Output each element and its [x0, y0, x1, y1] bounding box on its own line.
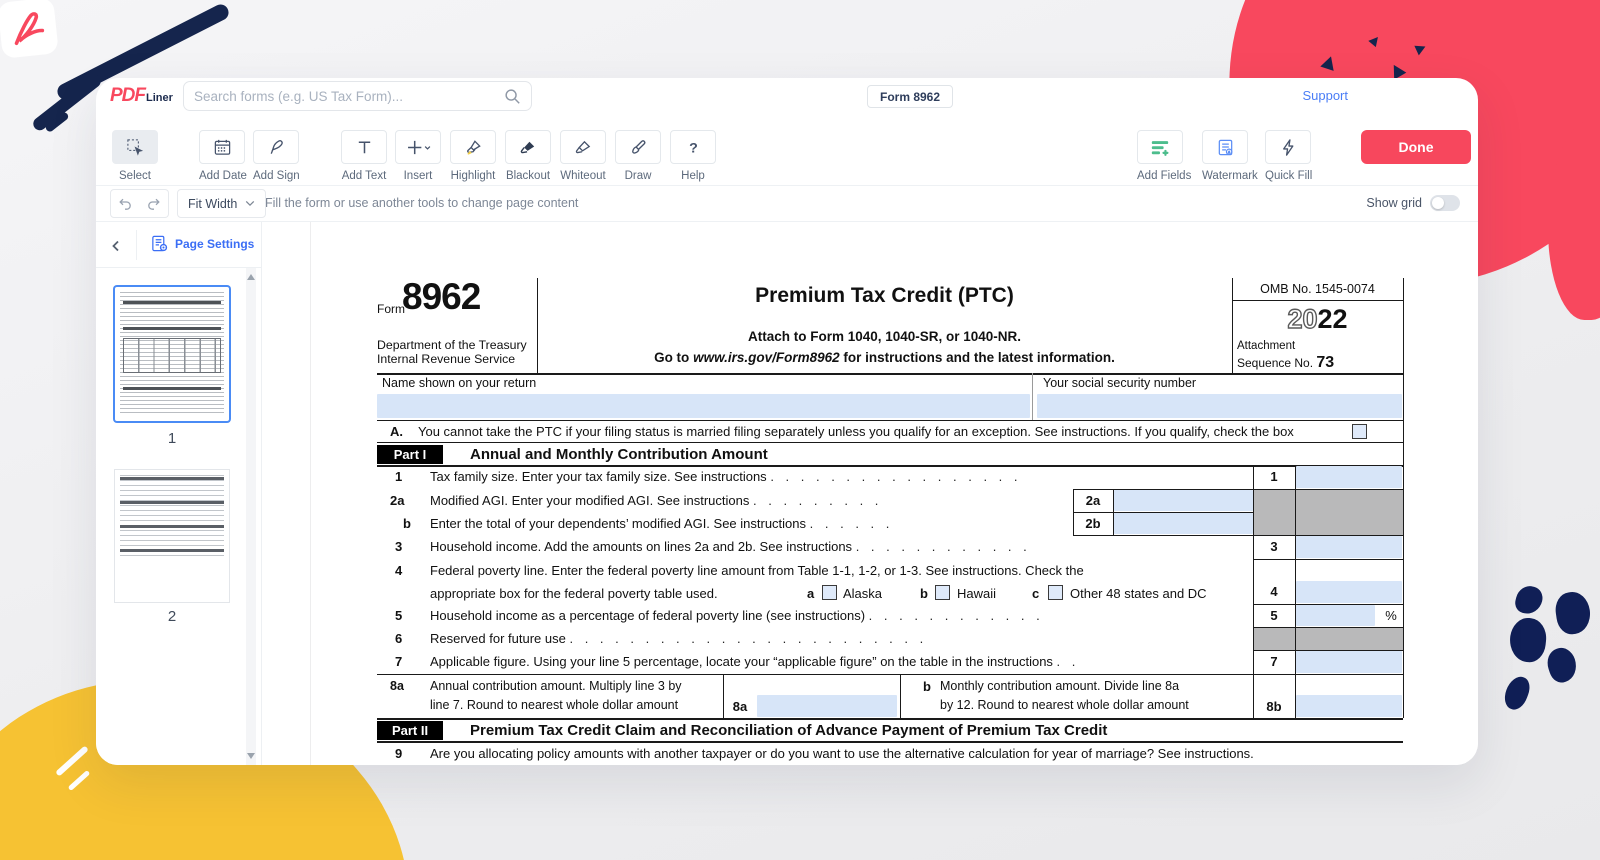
support-link[interactable]: Support — [1302, 88, 1348, 103]
form-rule — [377, 373, 1403, 375]
page1-number: 1 — [167, 430, 177, 447]
line5-text: Household income as a percentage of federal poverty line (see instructions) . . . . . . . . . . . . — [430, 608, 1042, 623]
dept-line2: Internal Revenue Service — [377, 352, 516, 366]
alaska-checkbox[interactable] — [822, 585, 837, 600]
add-fields-icon — [1150, 138, 1170, 157]
show-grid-toggle[interactable] — [1430, 195, 1460, 211]
zoom-mode-select[interactable]: Fit Width — [177, 189, 266, 218]
tax-year: 2022 — [1287, 304, 1348, 334]
line1-text: Tax family size. Enter your tax family size. See instructions . . . . . . . . . . . . . . . . . — [430, 469, 1020, 484]
toggle-knob — [1432, 197, 1444, 209]
line2a-text: Modified AGI. Enter your modified AGI. See instructions . . . . . . . . . — [430, 493, 881, 508]
line7-text: Applicable figure. Using your line 5 percentage, locate your “applicable figure” on the table in the instructions . . — [430, 654, 1078, 669]
app-panel — [96, 78, 1478, 765]
navy-blob — [1508, 616, 1548, 664]
select-tool-button[interactable]: Select — [112, 130, 158, 182]
show-grid-control — [1366, 195, 1460, 211]
line8a-box-label: 8a — [732, 699, 748, 714]
line6-text: Reserved for future use . . . . . . . . . . . . . . . . . . . . . . . . — [430, 631, 926, 646]
line4-box-label: 4 — [1270, 584, 1278, 599]
line-a-text: You cannot take the PTC if your filing status is married filing separately unless you qualify for an exception. See instructions. If you qualify, check the box — [418, 424, 1294, 439]
other48-checkbox[interactable] — [1048, 585, 1063, 600]
alaska-label: Alaska — [843, 586, 883, 601]
name-label: Name shown on your return — [382, 376, 537, 390]
question-mark-icon — [684, 138, 703, 157]
line1-input[interactable] — [1296, 466, 1402, 488]
line4c-letter: c — [1032, 586, 1040, 601]
line8a-text1: Annual contribution amount. Multiply line 3 by — [430, 679, 682, 693]
pdf-ribbon-icon — [6, 6, 50, 50]
watermark-button[interactable]: Watermark — [1202, 130, 1248, 182]
signature-pen-icon — [267, 138, 286, 157]
paintbrush-icon — [629, 138, 648, 157]
form-rule — [1232, 278, 1233, 373]
whiteout-brush-icon — [574, 138, 593, 157]
page-thumbnail-1[interactable] — [115, 287, 229, 421]
quick-fill-button[interactable]: Quick Fill — [1265, 130, 1311, 182]
attach-line: Attach to Form 1040, 1040-SR, or 1040-NR. — [747, 329, 1022, 344]
ssn-input-field[interactable] — [1037, 394, 1402, 418]
form-title: Premium Tax Credit (PTC) — [755, 284, 1014, 307]
line4-text2: appropriate box for the federal poverty table used. — [430, 586, 718, 601]
line2a-num: 2a — [390, 493, 405, 508]
form-rule — [1253, 604, 1403, 605]
form-rule — [1253, 627, 1403, 628]
line-a-checkbox[interactable] — [1352, 424, 1367, 439]
line2b-input[interactable] — [1114, 513, 1253, 534]
select-cursor-icon — [126, 138, 145, 157]
line2a-input[interactable] — [1114, 490, 1253, 511]
line5-percent: % — [1385, 608, 1397, 623]
help-button[interactable]: ? Help — [670, 130, 716, 182]
blackout-button[interactable]: Blackout — [505, 130, 551, 182]
name-input-field[interactable] — [377, 394, 1030, 418]
line2b-box-label: 2b — [1085, 516, 1101, 531]
form-number: 8962 — [402, 276, 481, 317]
form-rule — [377, 718, 1403, 720]
form-rule — [900, 674, 901, 718]
navy-blob — [1501, 673, 1533, 712]
form-rule — [377, 442, 1403, 443]
line8b-text1: Monthly contribution amount. Divide line 8a — [940, 679, 1180, 693]
sidebar-scrollbar[interactable] — [246, 268, 256, 765]
watermark-icon — [1216, 138, 1235, 157]
text-icon — [355, 138, 374, 157]
logo-liner-text: Liner — [146, 92, 173, 104]
blackout-brush-icon — [519, 138, 538, 157]
svg-text:?: ? — [688, 139, 698, 156]
form-rule — [1295, 465, 1296, 718]
line-a-num: A. — [390, 424, 403, 439]
search-input[interactable] — [194, 89, 503, 104]
page2-number: 2 — [167, 608, 177, 625]
page-settings-button[interactable]: Page Settings — [150, 234, 254, 253]
form-rule — [377, 465, 1403, 467]
line1-num: 1 — [395, 469, 403, 484]
highlight-button[interactable]: Highlight — [450, 130, 496, 182]
lightning-bolt-icon — [1279, 138, 1298, 157]
page1-preview — [120, 292, 224, 416]
part1-title: Annual and Monthly Contribution Amount — [470, 446, 768, 463]
hawaii-checkbox[interactable] — [935, 585, 950, 600]
form-rule — [1403, 278, 1404, 718]
redo-button[interactable] — [139, 189, 169, 218]
form-rule — [1073, 489, 1403, 490]
ssn-label: Your social security number — [1043, 376, 1197, 390]
add-date-button[interactable]: Add Date — [199, 130, 245, 182]
calendar-icon — [213, 138, 232, 157]
part2-title: Premium Tax Credit Claim and Reconciliation of Advance Payment of Premium Tax Credit — [470, 722, 1108, 739]
line8b-num: b — [923, 679, 931, 694]
part1-tag: Part I — [377, 445, 443, 464]
part2-tag: Part II — [377, 721, 443, 740]
navy-blob — [1543, 645, 1580, 686]
collapse-sidebar-button[interactable] — [104, 234, 128, 258]
line3-box-label: 3 — [1270, 539, 1278, 554]
draw-button[interactable]: Draw — [615, 130, 661, 182]
add-sign-button[interactable]: Add Sign — [253, 130, 299, 182]
search-box[interactable] — [183, 81, 532, 111]
add-text-button[interactable]: Add Text — [341, 130, 387, 182]
line9-num: 9 — [395, 746, 403, 761]
redo-icon — [146, 196, 162, 212]
line3-input[interactable] — [1296, 536, 1402, 558]
line4b-letter: b — [920, 586, 928, 601]
line2b-num: b — [403, 516, 411, 531]
insert-button[interactable]: Insert — [395, 130, 441, 182]
pdf-logo-tile — [0, 0, 59, 59]
plus-chevron-icon — [406, 138, 431, 157]
scroll-up-arrow[interactable] — [247, 274, 255, 280]
line8a-text2: line 7. Round to nearest whole dollar amount — [430, 698, 679, 712]
sequence-no: Sequence No. 73 — [1237, 354, 1335, 371]
add-fields-button[interactable]: Add Fields — [1137, 130, 1183, 182]
line1-box-label: 1 — [1270, 469, 1278, 484]
form-rule — [377, 674, 1403, 675]
toolbar-hint-text: Fill the form or use another tools to change page content — [265, 196, 579, 210]
line8b-input[interactable] — [1296, 695, 1402, 717]
chevron-left-icon — [110, 240, 122, 252]
form-rule — [377, 741, 1403, 743]
form-word: Form — [377, 302, 405, 316]
line7-input[interactable] — [1296, 651, 1402, 673]
goto-line: Go to www.irs.gov/Form8962 for instructions and the latest information. — [654, 350, 1115, 365]
line8b-box-label: 8b — [1266, 699, 1282, 714]
search-icon[interactable] — [503, 87, 521, 105]
page-thumbnail-2[interactable] — [115, 470, 229, 602]
navy-blob — [1553, 590, 1593, 636]
line8b-text2: by 12. Round to nearest whole dollar amount — [940, 698, 1189, 712]
line7-num: 7 — [395, 654, 403, 669]
navy-blob — [1513, 583, 1545, 616]
omb-number: OMB No. 1545-0074 — [1260, 282, 1375, 296]
logo-pdf-text: PDF — [110, 85, 145, 106]
view-toolbar — [96, 186, 1478, 222]
form-rule — [377, 420, 1403, 421]
line7-box-label: 7 — [1270, 654, 1278, 669]
hawaii-label: Hawaii — [957, 586, 997, 601]
line8a-input[interactable] — [757, 695, 897, 717]
line6-shaded-cell — [1253, 627, 1403, 650]
pages-sidebar — [96, 222, 262, 765]
dept-line1: Department of the Treasury — [377, 338, 527, 352]
line6-num: 6 — [395, 631, 403, 646]
line4a-letter: a — [807, 586, 815, 601]
done-button[interactable]: Done — [1361, 130, 1471, 164]
line3-num: 3 — [395, 539, 403, 554]
show-grid-label: Show grid — [1366, 196, 1422, 210]
goto-url: www.irs.gov/Form8962 — [693, 350, 840, 365]
line4-num: 4 — [395, 563, 403, 578]
page-edge-line — [310, 222, 311, 765]
line3-text: Household income. Add the amounts on lines 2a and 2b. See instructions . . . . . . . . . . . . — [430, 539, 1029, 554]
form-rule — [1032, 373, 1033, 420]
line2a-box-label: 2a — [1085, 493, 1101, 508]
line4-input[interactable] — [1296, 581, 1402, 603]
page2-preview — [120, 475, 224, 559]
form-rule — [1253, 465, 1254, 718]
document-title-chip: Form 8962 — [867, 85, 953, 108]
form-rule — [1073, 512, 1253, 513]
line5-box-label: 5 — [1270, 608, 1278, 623]
app-header — [96, 78, 1478, 115]
line8a-num: 8a — [390, 679, 404, 693]
undo-button[interactable] — [110, 189, 140, 218]
line5-input[interactable] — [1296, 605, 1375, 626]
line4-text1: Federal poverty line. Enter the federal poverty line amount from Table 1-1, 1-2, or 1-3. See instructions. Check the — [430, 563, 1084, 578]
attachment-word: Attachment — [1237, 340, 1296, 352]
line9-text: Are you allocating policy amounts with another taxpayer or do you want to use the alternative calculation for year of marriage? See instructions. — [430, 746, 1254, 761]
line2-shaded-cell — [1253, 489, 1403, 535]
line5-num: 5 — [395, 608, 403, 623]
line2b-text: Enter the total of your dependents’ modified AGI. See instructions . . . . . . — [430, 516, 892, 531]
scroll-down-arrow[interactable] — [247, 753, 255, 759]
whiteout-button[interactable]: Whiteout — [560, 130, 606, 182]
undo-icon — [117, 196, 133, 212]
form-rule — [1232, 300, 1403, 301]
sidebar-header — [96, 222, 261, 268]
form-rule — [1253, 559, 1403, 560]
chevron-down-icon — [245, 200, 255, 207]
page-settings-icon — [150, 234, 169, 253]
other48-label: Other 48 states and DC — [1070, 586, 1207, 601]
form-rule — [537, 278, 538, 373]
highlight-brush-icon — [464, 138, 483, 157]
tools-toolbar — [96, 115, 1478, 186]
pdfliner-logo[interactable] — [110, 85, 173, 107]
sidebar-header-divider — [136, 230, 137, 260]
